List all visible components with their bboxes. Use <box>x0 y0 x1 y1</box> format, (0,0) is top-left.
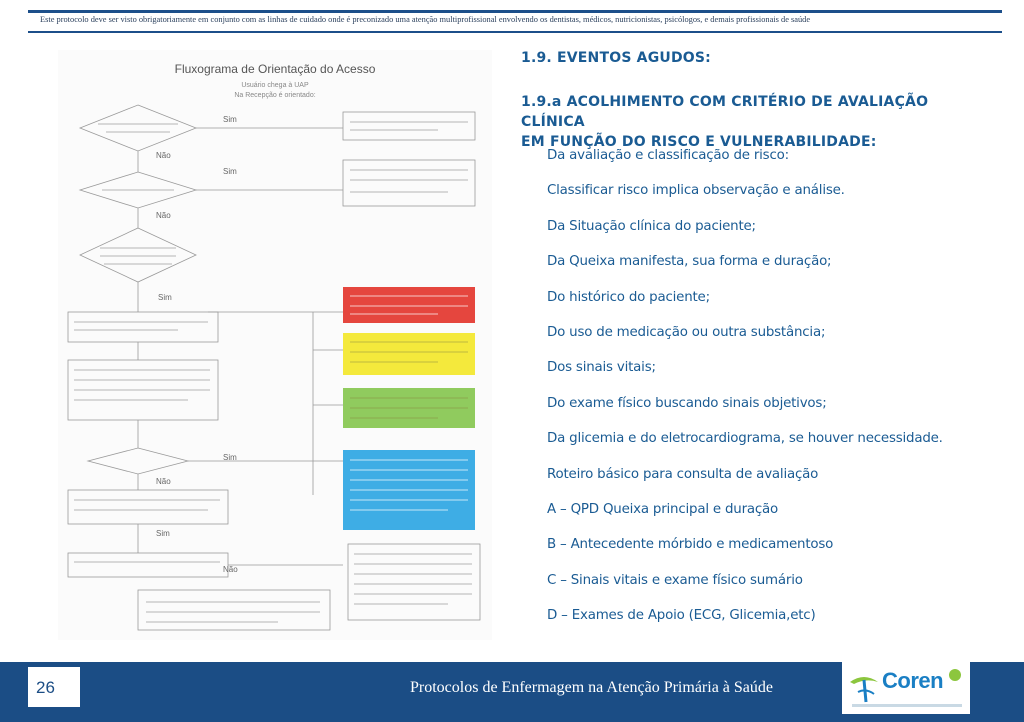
list-item: B – Antecedente mórbido e medicamentoso <box>547 537 834 553</box>
risk-box-yellow <box>343 333 475 375</box>
label-nao: Não <box>156 151 171 160</box>
flowchart-box <box>68 553 228 577</box>
seal-icon <box>948 668 962 682</box>
list-item: A – QPD Queixa principal e duração <box>547 501 779 517</box>
decision-diamond <box>88 448 188 474</box>
section-title: 1.9. EVENTOS AGUDOS: <box>521 50 711 66</box>
label-nao: Não <box>156 211 171 220</box>
criteria-list <box>547 148 943 643</box>
flowchart-box <box>348 544 480 620</box>
header-note: Este protocolo deve ser visto obrigatoriamente em conjunto com as linhas de cuidado onde é preconizado uma atenção multiprofissional envolvendo os dentistas, médicos, nutricionistas, psicólogos, e demais profissionais de saúde <box>40 15 811 24</box>
section-subtitle-line-1: 1.9.a ACOLHIMENTO COM CRITÉRIO DE AVALIAÇÃO CLÍNICA <box>521 94 929 130</box>
flowchart-subtitle-2: Na Recepção é orientado: <box>234 92 316 99</box>
label-sim: Sim <box>158 293 172 302</box>
flowchart-diagram <box>58 50 492 640</box>
top-rule <box>28 10 1002 13</box>
label-nao: Não <box>223 565 238 574</box>
footer-title: Protocolos de Enfermagem na Atenção Primária à Saúde <box>410 679 773 696</box>
list-item: D – Exames de Apoio (ECG, Glicemia,etc) <box>547 608 816 624</box>
list-item: Classificar risco implica observação e análise. <box>547 183 845 199</box>
flowchart-box <box>343 112 475 140</box>
logo-underline <box>852 704 962 707</box>
list-item: Roteiro básico para consulta de avaliação <box>547 466 819 482</box>
label-sim: Sim <box>223 167 237 176</box>
decision-diamond <box>80 105 196 151</box>
list-item: Do exame físico buscando sinais objetivos; <box>547 395 827 411</box>
label-sim: Sim <box>156 529 170 538</box>
label-nao: Não <box>156 477 171 486</box>
list-item: Da avaliação e classificação de risco: <box>547 148 789 163</box>
label-sim: Sim <box>223 453 237 462</box>
logo-text: Coren <box>882 668 944 693</box>
list-item: Da glicemia e do eletrocardiograma, se houver necessidade. <box>547 431 943 447</box>
page-footer <box>0 662 1024 722</box>
section-subtitle <box>521 92 981 152</box>
coren-logo <box>842 662 970 714</box>
page-number: 26 <box>28 667 80 707</box>
list-item: Do histórico do paciente; <box>547 289 710 305</box>
flowchart-title: Fluxograma de Orientação do Acesso <box>174 62 376 76</box>
list-item: Dos sinais vitais; <box>547 360 656 376</box>
flowchart-box <box>138 590 330 630</box>
flowchart-figure <box>58 50 492 640</box>
flowchart-box <box>343 160 475 206</box>
list-item: Do uso de medicação ou outra substância; <box>547 324 826 340</box>
flowchart-subtitle-1: Usuário chega à UAP <box>241 82 309 89</box>
risk-box-red <box>343 287 475 323</box>
header-divider <box>28 31 1002 33</box>
list-item: C – Sinais vitais e exame físico sumário <box>547 572 803 588</box>
label-sim: Sim <box>223 115 237 124</box>
flowchart-box <box>68 490 228 524</box>
list-item: Da Situação clínica do paciente; <box>547 218 756 234</box>
decision-diamond <box>80 228 196 282</box>
section-subtitle-line-2: EM FUNÇÃO DO RISCO E VULNERABILIDADE: <box>521 134 877 150</box>
flowchart-box <box>68 312 218 342</box>
list-item: Da Queixa manifesta, sua forma e duração; <box>547 254 832 270</box>
